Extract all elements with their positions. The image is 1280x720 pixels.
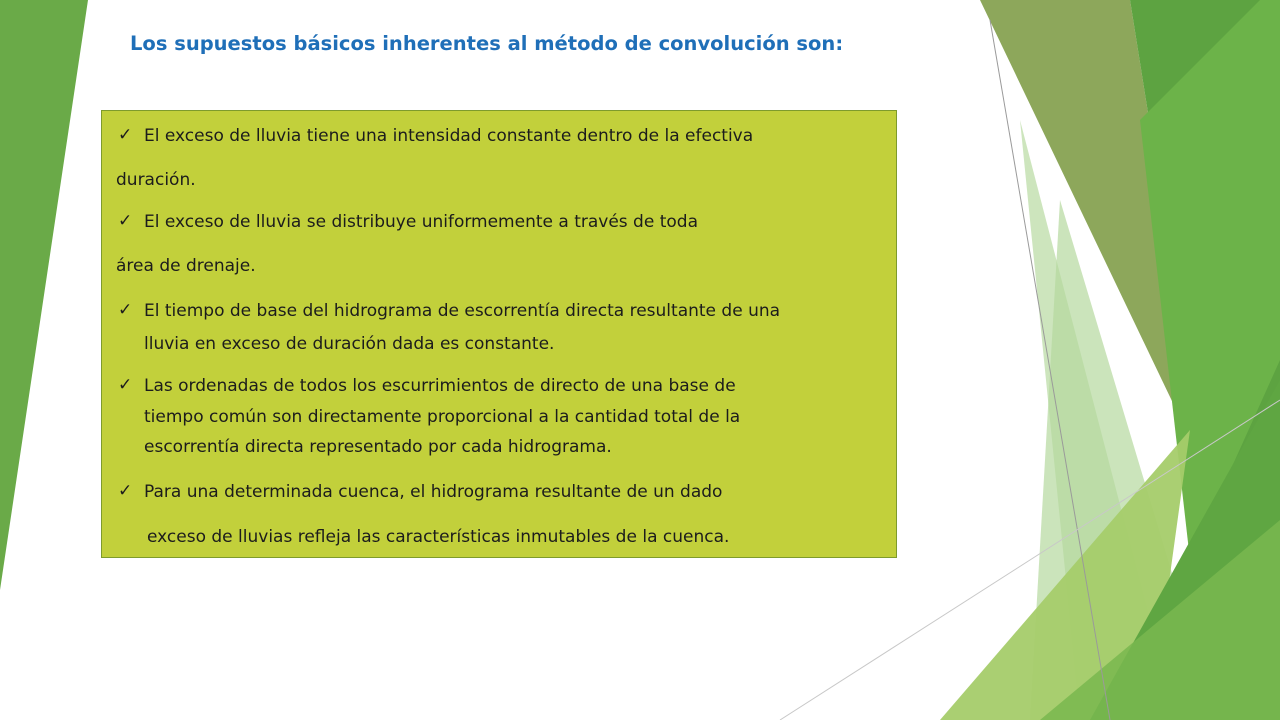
- bullet-2-line-1: El exceso de lluvia se distribuye uniformemente a través de toda: [144, 212, 698, 232]
- bullet-4-line-3: escorrentía directa representado por cada hidrograma.: [144, 437, 612, 457]
- left-green-shape: [0, 0, 88, 590]
- checkmark-icon: ✓: [118, 481, 133, 501]
- bullet-1-line-2: duración.: [116, 170, 196, 190]
- bullet-4-line-2: tiempo común son directamente proporcional a la cantidad total de la: [144, 407, 741, 427]
- slide-title: Los supuestos básicos inherentes al método de convolución son:: [130, 32, 844, 55]
- checkmark-icon: ✓: [118, 375, 133, 395]
- bullet-2-line-2: área de drenaje.: [116, 256, 256, 276]
- bullet-3-line-1: El tiempo de base del hidrograma de escorrentía directa resultante de una: [144, 301, 781, 321]
- bullet-5-line-1: Para una determinada cuenca, el hidrograma resultante de un dado: [144, 482, 723, 502]
- bullet-1-line-1: El exceso de lluvia tiene una intensidad constante dentro de la efectiva: [144, 126, 754, 146]
- bullet-4-line-1: Las ordenadas de todos los escurrimientos de directo de una base de: [144, 376, 736, 396]
- checkmark-icon: ✓: [118, 125, 133, 145]
- assumptions-box: [101, 110, 897, 558]
- bullet-5-line-2: exceso de lluvias refleja las características inmutables de la cuenca.: [147, 527, 730, 547]
- checkmark-icon: ✓: [118, 300, 133, 320]
- checkmark-icon: ✓: [118, 211, 133, 231]
- bullet-3-line-2: lluvia en exceso de duración dada es constante.: [144, 334, 555, 354]
